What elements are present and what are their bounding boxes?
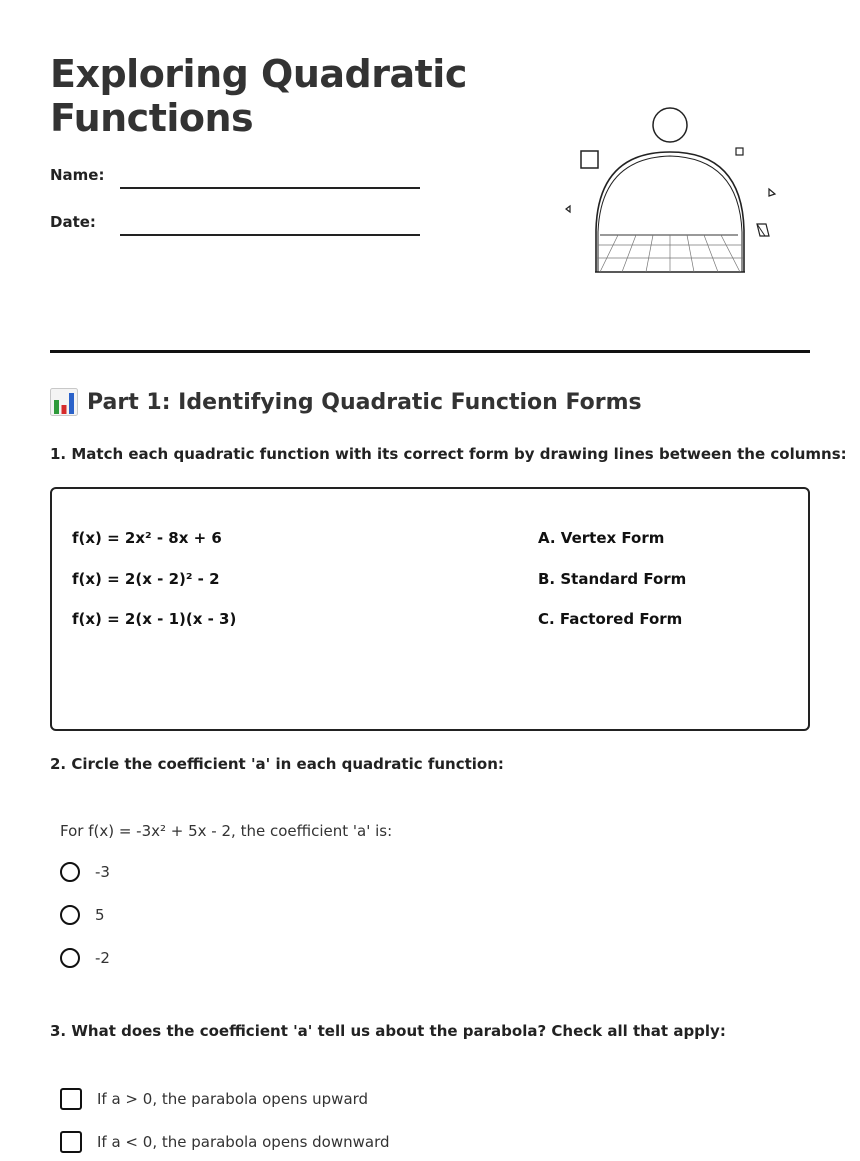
radio-option[interactable] [60,948,110,968]
checkbox-option[interactable] [60,1131,390,1153]
title-line-2: Functions [50,96,254,140]
checkbox-option-label: If a < 0, the parabola opens downward [97,1133,390,1151]
checkbox-option[interactable] [60,1088,368,1110]
question-3-prompt: 3. What does the coefficient 'a' tell us about the parabola? Check all that apply: [50,1022,726,1040]
radio-option-label: -2 [95,949,110,967]
form-item[interactable]: B. Standard Form [538,569,687,588]
name-field[interactable] [120,187,420,189]
radio-circle[interactable] [60,905,80,925]
checkbox[interactable] [60,1088,82,1110]
checkbox-option-label: If a > 0, the parabola opens upward [97,1090,369,1108]
radio-option-label: 5 [95,906,105,924]
radio-option[interactable] [60,862,110,882]
date-label: Date: [50,213,96,231]
title-line-1: Exploring Quadratic [50,52,467,96]
radio-option-label: -3 [95,863,110,881]
part-1-heading [50,388,642,416]
parabola-dome-illustration [560,100,780,280]
checkbox[interactable] [60,1131,82,1153]
radio-circle[interactable] [60,862,80,882]
date-field[interactable] [120,234,420,236]
bar-chart-icon [50,388,78,416]
function-item[interactable]: f(x) = 2x² - 8x + 6 [72,529,222,547]
worksheet-title [50,52,510,140]
radio-option[interactable] [60,905,105,925]
question-2-prompt: 2. Circle the coefficient 'a' in each quadratic function: [50,755,504,773]
radio-circle[interactable] [60,948,80,968]
question-2-subprompt: For f(x) = -3x² + 5x - 2, the coefficient 'a' is: [60,822,393,840]
form-item[interactable]: C. Factored Form [538,610,683,628]
function-item[interactable]: f(x) = 2(x - 1)(x - 3) [72,610,237,628]
form-column [538,529,686,651]
part-1-heading-text: Part 1: Identifying Quadratic Function Forms [87,389,642,415]
name-label: Name: [50,166,105,184]
form-item[interactable]: A. Vertex Form [538,529,665,547]
function-column [72,529,236,651]
question-1-prompt: 1. Match each quadratic function with its correct form by drawing lines between the columns: [50,445,847,463]
matching-box [50,487,810,731]
function-item[interactable]: f(x) = 2(x - 2)² - 2 [72,569,220,588]
section-divider [50,350,810,353]
